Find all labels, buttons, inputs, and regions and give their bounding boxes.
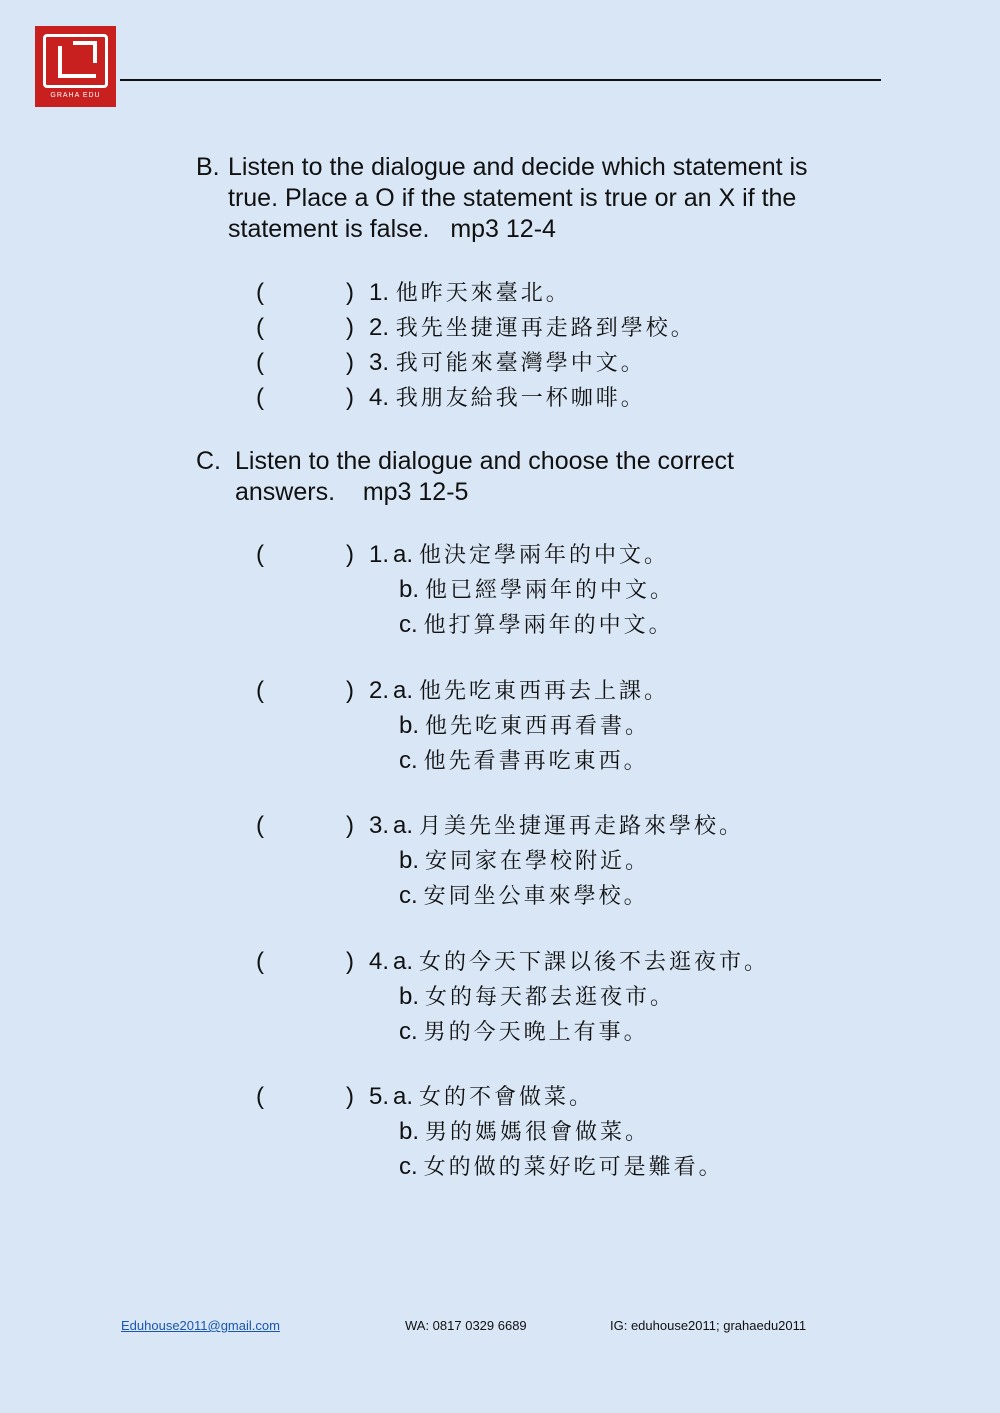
- section-b-line-3: statement is false. mp3 12-4: [228, 215, 556, 243]
- question-number: 3.: [369, 812, 390, 839]
- section-c-option: [399, 846, 650, 877]
- answer-blank[interactable]: ( ): [256, 812, 354, 839]
- option-text: 月美先坐捷運再走路來學校。: [419, 814, 745, 839]
- option-text: 安同家在學校附近。: [425, 849, 651, 874]
- logo-text: GRAHA EDU: [50, 92, 101, 99]
- option-text: 女的不會做菜。: [419, 1085, 595, 1110]
- item-number: 1.: [369, 279, 390, 306]
- answer-blank[interactable]: ( ): [256, 279, 354, 306]
- header-rule: [120, 79, 881, 81]
- section-c-option: [399, 1017, 649, 1048]
- item-number: 3.: [369, 349, 390, 376]
- section-c-option: [256, 540, 669, 571]
- option-text: 安同坐公車來學校。: [423, 884, 649, 909]
- option-letter: c.: [399, 882, 418, 909]
- section-b-mark: B.: [196, 153, 220, 181]
- section-b-item: [256, 348, 646, 379]
- option-letter: a.: [393, 541, 414, 568]
- section-c-option: [399, 575, 675, 606]
- section-b-line-2: true. Place a O if the statement is true or an X if the: [228, 184, 797, 212]
- option-text: 女的今天下課以後不去逛夜市。: [419, 949, 770, 975]
- answer-blank[interactable]: ( ): [256, 314, 354, 341]
- question-number: 1.: [369, 541, 390, 568]
- section-c-option: [399, 881, 649, 912]
- footer-whatsapp: WA: 0817 0329 6689: [405, 1318, 527, 1333]
- option-letter: b.: [399, 982, 420, 1010]
- section-c-line-1: Listen to the dialogue and choose the correct: [235, 447, 734, 475]
- answer-blank[interactable]: ( ): [256, 676, 354, 704]
- option-letter: c.: [399, 1153, 418, 1180]
- option-text: 他先看書再吃東西。: [423, 748, 649, 774]
- section-c-instructions: [196, 446, 896, 516]
- question-number: 4.: [369, 947, 390, 975]
- footer-instagram: IG: eduhouse2011; grahaedu2011: [610, 1318, 807, 1333]
- item-text: 我先坐捷運再走路到學校。: [395, 316, 696, 341]
- item-text: 我可能來臺灣學中文。: [395, 351, 646, 376]
- option-letter: c.: [399, 1017, 418, 1045]
- option-text: 他已經學兩年的中文。: [425, 578, 676, 603]
- question-number: 5.: [369, 1083, 390, 1110]
- option-text: 他決定學兩年的中文。: [419, 543, 670, 568]
- option-letter: b.: [399, 576, 420, 603]
- answer-blank[interactable]: ( ): [256, 541, 354, 568]
- answer-blank[interactable]: ( ): [256, 384, 354, 411]
- section-c-option: [399, 746, 649, 777]
- option-letter: a.: [393, 812, 414, 839]
- item-text: 他昨天來臺北。: [395, 281, 571, 306]
- section-c-option: [399, 1117, 650, 1148]
- logo-glyph-icon: [43, 34, 108, 88]
- option-letter: a.: [393, 676, 414, 704]
- answer-blank[interactable]: ( ): [256, 947, 354, 975]
- option-text: 他先吃東西再去上課。: [419, 678, 670, 704]
- section-b-item: [256, 313, 696, 344]
- section-c-option: [256, 947, 769, 978]
- option-text: 他先吃東西再看書。: [425, 713, 651, 739]
- section-c-option: [256, 676, 669, 707]
- section-c-mark: C.: [196, 447, 221, 475]
- option-text: 女的每天都去逛夜市。: [425, 984, 676, 1010]
- item-text: 我朋友給我一杯咖啡。: [395, 386, 646, 411]
- section-c-option: [256, 811, 744, 842]
- option-letter: c.: [399, 746, 418, 774]
- section-b-item: [256, 278, 571, 309]
- section-c-option: [399, 610, 674, 641]
- section-c-option: [399, 1152, 724, 1183]
- option-text: 男的今天晚上有事。: [423, 1019, 649, 1045]
- section-c-option: [399, 982, 675, 1013]
- item-number: 4.: [369, 384, 390, 411]
- footer-email[interactable]: Eduhouse2011@gmail.com: [121, 1318, 280, 1333]
- question-number: 2.: [369, 676, 390, 704]
- option-letter: c.: [399, 611, 418, 638]
- section-c-option: [256, 1082, 594, 1113]
- section-b-line-1: Listen to the dialogue and decide which statement is: [228, 153, 808, 181]
- option-letter: b.: [399, 711, 420, 739]
- option-letter: b.: [399, 847, 420, 874]
- section-b-item: [256, 383, 646, 414]
- option-text: 女的做的菜好吃可是難看。: [423, 1155, 724, 1180]
- option-letter: a.: [393, 1083, 414, 1110]
- section-c-option: [399, 711, 650, 742]
- item-number: 2.: [369, 314, 390, 341]
- section-b-instructions: [196, 152, 896, 252]
- option-letter: b.: [399, 1118, 420, 1145]
- answer-blank[interactable]: ( ): [256, 349, 354, 376]
- section-c-line-2: answers. mp3 12-5: [235, 478, 469, 506]
- option-text: 他打算學兩年的中文。: [423, 613, 674, 638]
- logo: [35, 26, 116, 107]
- option-letter: a.: [393, 947, 414, 975]
- option-text: 男的媽媽很會做菜。: [425, 1120, 651, 1145]
- answer-blank[interactable]: ( ): [256, 1083, 354, 1110]
